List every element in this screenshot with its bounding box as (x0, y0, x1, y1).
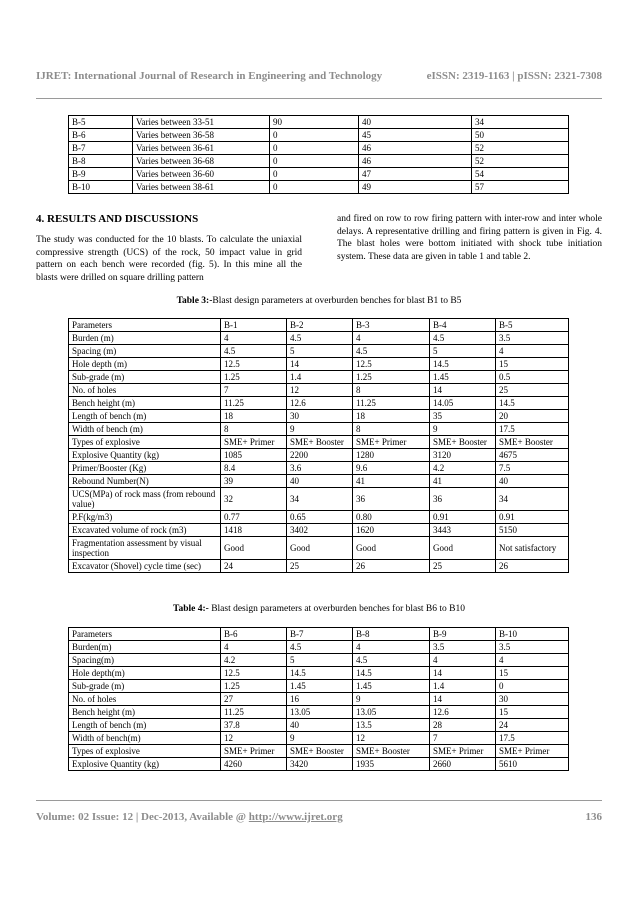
table-cell: 1620 (353, 524, 430, 537)
table-cell: Primer/Booster (Kg) (69, 462, 221, 475)
table-row (69, 560, 569, 573)
table-cell: SME+ Booster (353, 745, 430, 758)
table-row (69, 475, 569, 488)
table-row (69, 511, 569, 524)
table-cell: 7.5 (496, 462, 569, 475)
table-cell: 14 (430, 693, 496, 706)
table-cell: 14.5 (430, 358, 496, 371)
table3-caption-text: Blast design parameters at overburden benches for blast B1 to B5 (212, 296, 462, 306)
table-cell: No. of holes (69, 384, 221, 397)
table-cell: Fragmentation assessment by visual inspection (69, 537, 221, 560)
table-cell: Hole depth (m) (69, 358, 221, 371)
table-cell: Varies between 36-61 (133, 142, 270, 155)
table-cell: 4675 (496, 449, 569, 462)
table-cell: 27 (221, 693, 287, 706)
header-rule (36, 98, 602, 99)
table-cell: 12 (287, 384, 353, 397)
table-cell: 9 (287, 423, 353, 436)
table-cell: 9.6 (353, 462, 430, 475)
table-cell: 34 (472, 116, 569, 129)
table-cell: 25 (430, 560, 496, 573)
table-cell: Not satisfactory (496, 537, 569, 560)
table-cell: 12 (353, 732, 430, 745)
journal-link[interactable]: http://www.ijret.org (248, 811, 343, 823)
table-cell: 0 (270, 155, 359, 168)
table-cell: 12.5 (221, 358, 287, 371)
table-cell: 0 (270, 168, 359, 181)
table-cell: 4 (353, 641, 430, 654)
table-cell: 9 (287, 732, 353, 745)
table-cell: B-5 (69, 116, 133, 129)
table-cell: Good (430, 537, 496, 560)
table-cell: 8 (221, 423, 287, 436)
table-cell: Good (287, 537, 353, 560)
table-cell: B-8 (69, 155, 133, 168)
table-cell: 13.05 (353, 706, 430, 719)
table-cell: 3.5 (496, 332, 569, 345)
table-cell: 45 (359, 129, 472, 142)
table-cell: 1.25 (221, 680, 287, 693)
table-cell: 2660 (430, 758, 496, 771)
table-cell: 1.4 (287, 371, 353, 384)
table-cell: 0 (496, 680, 569, 693)
table-cell: 35 (430, 410, 496, 423)
table-cell: 12.5 (221, 667, 287, 680)
table-cell: 4.5 (287, 332, 353, 345)
table-cell: SME+ Primer (221, 745, 287, 758)
table-cell: 34 (287, 488, 353, 511)
table-row (69, 706, 569, 719)
table-cell: 0 (270, 181, 359, 194)
table-row (69, 667, 569, 680)
table-cell: 3120 (430, 449, 496, 462)
table-cell: 26 (353, 560, 430, 573)
table-cell: B-8 (353, 628, 430, 641)
table-row (69, 488, 569, 511)
table-cell: 0.91 (430, 511, 496, 524)
table-cell: 1935 (353, 758, 430, 771)
table-cell: 15 (496, 358, 569, 371)
table-cell: 40 (287, 475, 353, 488)
table-row (69, 345, 569, 358)
table-cell: 2200 (287, 449, 353, 462)
left-paragraph: The study was conducted for the 10 blasts. To calculate the uniaxial compressive strength (UCS) of the rock, 50 impact value in grid pattern on each bench were recorded (fig. 5). In this mine all the blasts were drilled on square drilling pattern (36, 235, 302, 283)
table-cell: B-3 (353, 319, 430, 332)
table-cell: 5150 (496, 524, 569, 537)
table-cell: Types of explosive (69, 745, 221, 758)
table-row (69, 358, 569, 371)
table-cell: 12.6 (287, 397, 353, 410)
table-row (69, 462, 569, 475)
table-cell: 41 (430, 475, 496, 488)
section-heading: 4. RESULTS AND DISCUSSIONS (36, 213, 199, 225)
table-row (69, 397, 569, 410)
table-cell: 3.5 (496, 641, 569, 654)
table-cell: Hole depth(m) (69, 667, 221, 680)
table-cell: SME+ Booster (430, 436, 496, 449)
table-cell: 46 (359, 142, 472, 155)
table-cell: P.F(kg/m3) (69, 511, 221, 524)
table-cell: 12.5 (353, 358, 430, 371)
table-cell: 8.4 (221, 462, 287, 475)
table-cell: 5 (287, 345, 353, 358)
table-cell: 16 (287, 693, 353, 706)
table4-caption-label: Table 4:- (173, 604, 209, 614)
table-row (69, 410, 569, 423)
right-paragraph: and fired on row to row firing pattern with inter-row and inter whole delays. A representative drilling and firing pattern is given in Fig. 4. The blast holes were bottom initiated with shock tube initiation system. These data are given in table 1 and table 2. (337, 214, 602, 262)
table-cell: 11.25 (221, 706, 287, 719)
table-cell: Bench height (m) (69, 397, 221, 410)
table-cell: 3.5 (430, 641, 496, 654)
table-cell: B-2 (287, 319, 353, 332)
table-cell: 4.5 (353, 654, 430, 667)
table-cell: 11.25 (353, 397, 430, 410)
table-cell: 4.5 (353, 345, 430, 358)
table-cell: 9 (430, 423, 496, 436)
table-cell: Width of bench(m) (69, 732, 221, 745)
table4-caption-text: Blast design parameters at overburden benches for blast B6 to B10 (208, 604, 465, 614)
table-cell: SME+ Primer (496, 745, 569, 758)
table-cell: Parameters (69, 628, 221, 641)
table-cell: 14 (430, 384, 496, 397)
table-cell: 57 (472, 181, 569, 194)
table-row (69, 181, 569, 194)
table-cell: 25 (287, 560, 353, 573)
table-row (69, 142, 569, 155)
table-cell: 8 (353, 423, 430, 436)
table-cell: Varies between 36-68 (133, 155, 270, 168)
table-row (69, 332, 569, 345)
table-cell: 3420 (287, 758, 353, 771)
table-cell: Varies between 36-60 (133, 168, 270, 181)
table-row (69, 758, 569, 771)
table-cell: Explosive Quantity (kg) (69, 449, 221, 462)
table-cell: 49 (359, 181, 472, 194)
table-cell: Bench height (m) (69, 706, 221, 719)
table-cell: 47 (359, 168, 472, 181)
table-cell: Excavator (Shovel) cycle time (sec) (69, 560, 221, 573)
table-cell: 1.25 (221, 371, 287, 384)
table-row (69, 732, 569, 745)
table-cell: Spacing (m) (69, 345, 221, 358)
table-cell: Varies between 33-51 (133, 116, 270, 129)
table-cell: SME+ Primer (430, 745, 496, 758)
table-cell: Good (221, 537, 287, 560)
table-row (69, 641, 569, 654)
table-cell: 46 (359, 155, 472, 168)
table-row (69, 155, 569, 168)
table-cell: 50 (472, 129, 569, 142)
table-cell: 4 (496, 654, 569, 667)
running-footer (36, 811, 602, 823)
table-cell: 17.5 (496, 732, 569, 745)
table-cell: 4 (496, 345, 569, 358)
table-cell: B-6 (221, 628, 287, 641)
table-cell: 37.8 (221, 719, 287, 732)
table-cell: Burden (m) (69, 332, 221, 345)
table-cell: 1.45 (430, 371, 496, 384)
table-cell: 18 (353, 410, 430, 423)
table-cell: 15 (496, 667, 569, 680)
table-row (69, 116, 569, 129)
table3 (68, 318, 569, 573)
table-cell: 20 (496, 410, 569, 423)
table-row (69, 371, 569, 384)
table-row (69, 129, 569, 142)
table-cell: Varies between 36-58 (133, 129, 270, 142)
table-cell: 1418 (221, 524, 287, 537)
table-cell: 0.65 (287, 511, 353, 524)
table-cell: 1.4 (430, 680, 496, 693)
table-cell: B-1 (221, 319, 287, 332)
table-cell: 32 (221, 488, 287, 511)
table-cell: 11.25 (221, 397, 287, 410)
table-cell: Types of explosive (69, 436, 221, 449)
table-cell: 13.05 (287, 706, 353, 719)
table-cell: 12 (221, 732, 287, 745)
table-cell: Burden(m) (69, 641, 221, 654)
footer-volume-text: Volume: 02 Issue: 12 | Dec-2013, Available @ (36, 811, 249, 823)
table-cell: UCS(MPa) of rock mass (from rebound value) (69, 488, 221, 511)
table-cell: 4.5 (430, 332, 496, 345)
table-cell: Parameters (69, 319, 221, 332)
table-cell: 30 (496, 693, 569, 706)
table-cell: 1.25 (353, 371, 430, 384)
table-cell: 3402 (287, 524, 353, 537)
table-cell: Length of bench (m) (69, 410, 221, 423)
table-cell: 7 (430, 732, 496, 745)
table-cell: Rebound Number(N) (69, 475, 221, 488)
table-cell: No. of holes (69, 693, 221, 706)
table-cell: 3.6 (287, 462, 353, 475)
table-cell: SME+ Primer (353, 436, 430, 449)
header-row (69, 319, 569, 332)
table-cell: 1280 (353, 449, 430, 462)
page-number: 136 (585, 811, 602, 823)
table-cell: 18 (221, 410, 287, 423)
table-cell: 14 (430, 667, 496, 680)
table-cell: 13.5 (353, 719, 430, 732)
table-cell: B-9 (430, 628, 496, 641)
header-row (69, 628, 569, 641)
table-row (69, 719, 569, 732)
table-cell: 36 (430, 488, 496, 511)
table-cell: SME+ Booster (287, 745, 353, 758)
table-cell: 17.5 (496, 423, 569, 436)
journal-title: IJRET: International Journal of Research in Engineering and Technology (36, 70, 383, 82)
table-row (69, 384, 569, 397)
table4 (68, 627, 569, 771)
table-cell: 4.5 (221, 345, 287, 358)
table-row (69, 745, 569, 758)
table3-caption-label: Table 3:- (176, 296, 213, 306)
table-cell: 0.80 (353, 511, 430, 524)
journal-issn: eISSN: 2319-1163 | pISSN: 2321-7308 (426, 70, 602, 82)
table-row (69, 537, 569, 560)
table-cell: 40 (496, 475, 569, 488)
table-cell: 0.5 (496, 371, 569, 384)
table-cell: SME+ Booster (287, 436, 353, 449)
table-cell: 4260 (221, 758, 287, 771)
table4-caption (0, 604, 638, 614)
table-cell: 4.2 (430, 462, 496, 475)
table-cell: 28 (430, 719, 496, 732)
table-cell: Width of bench (m) (69, 423, 221, 436)
table-row (69, 436, 569, 449)
table-cell: 4 (221, 641, 287, 654)
table-cell: Excavated volume of rock (m3) (69, 524, 221, 537)
table-cell: 39 (221, 475, 287, 488)
table-cell: B-10 (69, 181, 133, 194)
table-cell: B-4 (430, 319, 496, 332)
table-cell: 14.5 (496, 397, 569, 410)
table-cell: Explosive Quantity (kg) (69, 758, 221, 771)
table-cell: Good (353, 537, 430, 560)
table-row (69, 524, 569, 537)
table-cell: 5 (287, 654, 353, 667)
table-cell: 90 (270, 116, 359, 129)
table-row (69, 423, 569, 436)
table-cell: 4 (221, 332, 287, 345)
table-cell: B-7 (287, 628, 353, 641)
table-cell: 4.2 (221, 654, 287, 667)
table-cell: 40 (359, 116, 472, 129)
table-cell: 14.5 (287, 667, 353, 680)
continued-table (68, 115, 569, 194)
table-cell: 4 (430, 654, 496, 667)
table-row (69, 654, 569, 667)
table-cell: 0 (270, 129, 359, 142)
table-cell: 5 (430, 345, 496, 358)
table-cell: 5610 (496, 758, 569, 771)
table-cell: Varies between 38-61 (133, 181, 270, 194)
table-cell: 9 (353, 693, 430, 706)
table-cell: 8 (353, 384, 430, 397)
table-cell: Length of bench (m) (69, 719, 221, 732)
table-row (69, 680, 569, 693)
table-cell: B-6 (69, 129, 133, 142)
table-cell: 14.05 (430, 397, 496, 410)
table-cell: 1.45 (353, 680, 430, 693)
table-cell: Sub-grade (m) (69, 371, 221, 384)
table-cell: 0.77 (221, 511, 287, 524)
table-cell: 40 (287, 719, 353, 732)
table-cell: 36 (353, 488, 430, 511)
table-cell: 41 (353, 475, 430, 488)
table-cell: 3443 (430, 524, 496, 537)
table-cell: Sub-grade (m) (69, 680, 221, 693)
table-cell: 24 (496, 719, 569, 732)
table-cell: 7 (221, 384, 287, 397)
table-cell: 1.45 (287, 680, 353, 693)
table-cell: 24 (221, 560, 287, 573)
table-cell: 54 (472, 168, 569, 181)
table-cell: 14.5 (353, 667, 430, 680)
table-cell: SME+ Primer (221, 436, 287, 449)
table-cell: 34 (496, 488, 569, 511)
table-row (69, 693, 569, 706)
table-cell: 14 (287, 358, 353, 371)
footer-volume (36, 811, 343, 823)
table-cell: 25 (496, 384, 569, 397)
running-header (36, 70, 602, 82)
table-cell: SME+ Booster (496, 436, 569, 449)
table-cell: 0 (270, 142, 359, 155)
table-row (69, 449, 569, 462)
table-cell: 0.91 (496, 511, 569, 524)
table-cell: 12.6 (430, 706, 496, 719)
table-cell: 30 (287, 410, 353, 423)
table-cell: B-5 (496, 319, 569, 332)
table-cell: B-9 (69, 168, 133, 181)
table-cell: 4 (353, 332, 430, 345)
table-cell: 52 (472, 155, 569, 168)
table-cell: Spacing(m) (69, 654, 221, 667)
footer-rule (36, 800, 602, 801)
table-cell: 52 (472, 142, 569, 155)
table-cell: B-10 (496, 628, 569, 641)
table-cell: 1085 (221, 449, 287, 462)
table-cell: 26 (496, 560, 569, 573)
table-row (69, 168, 569, 181)
table3-caption (0, 296, 638, 306)
table-cell: 15 (496, 706, 569, 719)
table-cell: 4.5 (287, 641, 353, 654)
table-cell: B-7 (69, 142, 133, 155)
